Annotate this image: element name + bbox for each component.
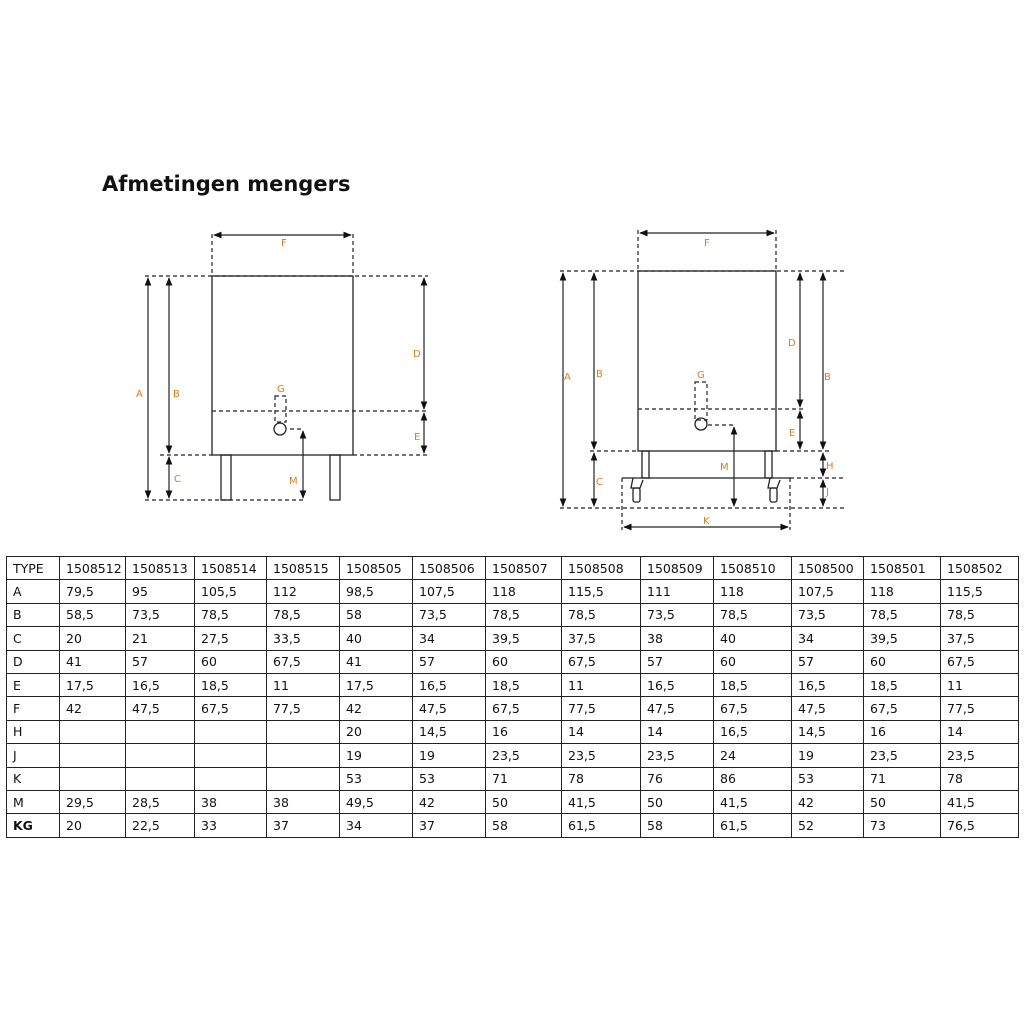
- label-M-left: M: [289, 476, 298, 487]
- table-cell: 71: [864, 767, 941, 790]
- table-cell: 40: [714, 627, 792, 650]
- table-cell: 50: [641, 790, 714, 813]
- table-cell: 20: [60, 814, 126, 837]
- table-cell: 61,5: [562, 814, 641, 837]
- caster-left: [631, 478, 643, 502]
- table-cell: 14: [562, 720, 641, 743]
- label-F-right: F: [704, 238, 710, 249]
- table-cell: 57: [126, 650, 195, 673]
- table-cell: 19: [413, 744, 486, 767]
- mixer-body-left: [212, 276, 353, 455]
- table-row: [7, 580, 1019, 603]
- row-label: A: [7, 580, 60, 603]
- table-cell: 78,5: [562, 603, 641, 626]
- table-cell: 11: [941, 673, 1019, 696]
- row-label: H: [7, 720, 60, 743]
- table-cell: 57: [641, 650, 714, 673]
- table-cell: 67,5: [267, 650, 340, 673]
- table-cell: 50: [486, 790, 562, 813]
- table-cell: 18,5: [195, 673, 267, 696]
- row-label: M: [7, 790, 60, 813]
- row-label: K: [7, 767, 60, 790]
- table-cell: 49,5: [340, 790, 413, 813]
- table-cell: 118: [714, 580, 792, 603]
- mixer-leg-left-right: [642, 451, 649, 478]
- row-label: B: [7, 603, 60, 626]
- table-cell: 23,5: [864, 744, 941, 767]
- row-label: C: [7, 627, 60, 650]
- table-cell: 78,5: [486, 603, 562, 626]
- table-cell: 107,5: [792, 580, 864, 603]
- table-cell: 53: [340, 767, 413, 790]
- column-header: 1508502: [941, 557, 1019, 580]
- label-G-left: G: [277, 384, 285, 395]
- table-cell: 14: [641, 720, 714, 743]
- table-cell: [267, 720, 340, 743]
- table-cell: 40: [340, 627, 413, 650]
- column-header: 1508513: [126, 557, 195, 580]
- column-header: 1508510: [714, 557, 792, 580]
- mixer-leg-left: [221, 455, 231, 500]
- label-C-left: C: [174, 474, 181, 485]
- table-cell: 16,5: [641, 673, 714, 696]
- table-cell: 73: [864, 814, 941, 837]
- table-cell: 18,5: [486, 673, 562, 696]
- table-cell: 38: [195, 790, 267, 813]
- column-header: 1508501: [864, 557, 941, 580]
- table-cell: 41: [340, 650, 413, 673]
- table-row: [7, 603, 1019, 626]
- table-cell: 73,5: [126, 603, 195, 626]
- table-cell: 34: [413, 627, 486, 650]
- table-cell: 71: [486, 767, 562, 790]
- table-cell: 77,5: [267, 697, 340, 720]
- caster-right: [768, 478, 780, 502]
- table-cell: 11: [562, 673, 641, 696]
- table-cell: 42: [792, 790, 864, 813]
- table-cell: 41: [60, 650, 126, 673]
- table-cell: [60, 720, 126, 743]
- table-cell: 16: [486, 720, 562, 743]
- mixer-drawing-left: [145, 234, 428, 500]
- table-cell: [126, 720, 195, 743]
- column-header: 1508507: [486, 557, 562, 580]
- table-cell: [126, 767, 195, 790]
- table-cell: 33,5: [267, 627, 340, 650]
- label-A-right: A: [564, 372, 571, 383]
- table-cell: 47,5: [641, 697, 714, 720]
- table-cell: 41,5: [562, 790, 641, 813]
- table-cell: 76,5: [941, 814, 1019, 837]
- table-cell: 61,5: [714, 814, 792, 837]
- table-cell: 18,5: [864, 673, 941, 696]
- table-cell: 23,5: [641, 744, 714, 767]
- label-B-outer-right: B: [824, 372, 831, 383]
- table-cell: 58: [641, 814, 714, 837]
- table-cell: 67,5: [941, 650, 1019, 673]
- column-header: 1508500: [792, 557, 864, 580]
- column-header: 1508505: [340, 557, 413, 580]
- table-row: [7, 744, 1019, 767]
- table-cell: 37: [267, 814, 340, 837]
- table-row: [7, 673, 1019, 696]
- table-cell: [195, 744, 267, 767]
- table-cell: [126, 744, 195, 767]
- table-cell: 28,5: [126, 790, 195, 813]
- table-cell: 58,5: [60, 603, 126, 626]
- table-cell: 14: [941, 720, 1019, 743]
- column-header: 1508514: [195, 557, 267, 580]
- label-E-left: E: [414, 432, 421, 443]
- table-cell: 78: [562, 767, 641, 790]
- table-cell: 67,5: [195, 697, 267, 720]
- table-cell: 34: [792, 627, 864, 650]
- table-cell: 79,5: [60, 580, 126, 603]
- table-cell: 14,5: [413, 720, 486, 743]
- table-cell: 105,5: [195, 580, 267, 603]
- table-header-type: TYPE: [7, 557, 60, 580]
- table-cell: 50: [864, 790, 941, 813]
- table-row: [7, 720, 1019, 743]
- label-B-inner-right: B: [596, 369, 603, 380]
- table-cell: 42: [60, 697, 126, 720]
- table-cell: 60: [864, 650, 941, 673]
- table-cell: 58: [486, 814, 562, 837]
- table-cell: 24: [714, 744, 792, 767]
- table-cell: 77,5: [941, 697, 1019, 720]
- row-label: F: [7, 697, 60, 720]
- table-cell: 73,5: [641, 603, 714, 626]
- label-F-left: F: [281, 238, 287, 249]
- table-cell: 67,5: [562, 650, 641, 673]
- label-G-right: G: [697, 370, 705, 381]
- label-C-right: C: [596, 477, 603, 488]
- table-cell: 20: [340, 720, 413, 743]
- table-row: [7, 697, 1019, 720]
- table-cell: 53: [413, 767, 486, 790]
- table-row: [7, 790, 1019, 813]
- table-cell: 19: [340, 744, 413, 767]
- table-cell: 33: [195, 814, 267, 837]
- table-cell: 47,5: [792, 697, 864, 720]
- column-header: 1508508: [562, 557, 641, 580]
- table-cell: 73,5: [413, 603, 486, 626]
- row-label: E: [7, 673, 60, 696]
- label-B-left: B: [173, 389, 180, 400]
- table-cell: [60, 744, 126, 767]
- table-cell: 73,5: [792, 603, 864, 626]
- table-cell: 78,5: [864, 603, 941, 626]
- table-cell: 17,5: [60, 673, 126, 696]
- table-row: [7, 814, 1019, 837]
- table-cell: 67,5: [486, 697, 562, 720]
- table-cell: 60: [195, 650, 267, 673]
- table-cell: 27,5: [195, 627, 267, 650]
- label-J-right: J: [826, 487, 829, 498]
- table-cell: [267, 767, 340, 790]
- table-cell: 41,5: [714, 790, 792, 813]
- table-cell: 111: [641, 580, 714, 603]
- label-H-right: H: [826, 461, 834, 472]
- table-cell: 95: [126, 580, 195, 603]
- column-header: 1508506: [413, 557, 486, 580]
- table-row: [7, 767, 1019, 790]
- page-title: Afmetingen mengers: [102, 172, 351, 196]
- table-cell: 23,5: [941, 744, 1019, 767]
- label-D-right: D: [788, 338, 796, 349]
- table-cell: 115,5: [562, 580, 641, 603]
- table-cell: 78,5: [941, 603, 1019, 626]
- table-cell: 18,5: [714, 673, 792, 696]
- table-cell: 112: [267, 580, 340, 603]
- label-E-right: E: [789, 428, 796, 439]
- table-cell: 118: [486, 580, 562, 603]
- table-row: [7, 627, 1019, 650]
- table-cell: [195, 767, 267, 790]
- table-cell: 17,5: [340, 673, 413, 696]
- table-cell: 16,5: [126, 673, 195, 696]
- column-header: 1508509: [641, 557, 714, 580]
- table-cell: 60: [486, 650, 562, 673]
- mixer-leg-right: [330, 455, 340, 500]
- table-cell: 78,5: [195, 603, 267, 626]
- table-cell: 16,5: [413, 673, 486, 696]
- table-cell: 67,5: [864, 697, 941, 720]
- column-header: 1508512: [60, 557, 126, 580]
- table-row: [7, 650, 1019, 673]
- label-K-right: K: [703, 516, 710, 527]
- table-cell: 16,5: [792, 673, 864, 696]
- table-cell: [195, 720, 267, 743]
- label-M-right: M: [720, 462, 729, 473]
- table-cell: 23,5: [562, 744, 641, 767]
- table-cell: 77,5: [562, 697, 641, 720]
- table-cell: 22,5: [126, 814, 195, 837]
- table-cell: 39,5: [486, 627, 562, 650]
- label-A-left: A: [136, 389, 143, 400]
- table-cell: [267, 744, 340, 767]
- table-cell: 37,5: [562, 627, 641, 650]
- table-cell: 52: [792, 814, 864, 837]
- table-cell: 86: [714, 767, 792, 790]
- table-cell: 11: [267, 673, 340, 696]
- table-cell: 107,5: [413, 580, 486, 603]
- table-cell: 16: [864, 720, 941, 743]
- row-label: J: [7, 744, 60, 767]
- table-cell: 76: [641, 767, 714, 790]
- table-cell: 20: [60, 627, 126, 650]
- table-cell: 37: [413, 814, 486, 837]
- table-cell: 98,5: [340, 580, 413, 603]
- table-cell: 67,5: [714, 697, 792, 720]
- table-cell: 57: [792, 650, 864, 673]
- table-cell: 38: [267, 790, 340, 813]
- table-cell: 58: [340, 603, 413, 626]
- table-cell: 78,5: [267, 603, 340, 626]
- table-cell: 16,5: [714, 720, 792, 743]
- table-cell: 42: [413, 790, 486, 813]
- column-header: 1508515: [267, 557, 340, 580]
- table-cell: [60, 767, 126, 790]
- dimensions-table: [6, 556, 1019, 838]
- table-cell: 78: [941, 767, 1019, 790]
- table-cell: 41,5: [941, 790, 1019, 813]
- table-cell: 115,5: [941, 580, 1019, 603]
- table-cell: 60: [714, 650, 792, 673]
- table-cell: 29,5: [60, 790, 126, 813]
- table-cell: 19: [792, 744, 864, 767]
- table-cell: 38: [641, 627, 714, 650]
- table-cell: 42: [340, 697, 413, 720]
- row-label: D: [7, 650, 60, 673]
- table-cell: 53: [792, 767, 864, 790]
- table-cell: 14,5: [792, 720, 864, 743]
- mixer-leg-right-right: [765, 451, 772, 478]
- row-label: KG: [7, 814, 60, 837]
- table-cell: 39,5: [864, 627, 941, 650]
- table-cell: 47,5: [126, 697, 195, 720]
- table-cell: 57: [413, 650, 486, 673]
- table-header-row: [7, 557, 1019, 580]
- table-cell: 37,5: [941, 627, 1019, 650]
- label-D-left: D: [413, 349, 421, 360]
- table-cell: 34: [340, 814, 413, 837]
- table-cell: 78,5: [714, 603, 792, 626]
- table-cell: 21: [126, 627, 195, 650]
- table-cell: 47,5: [413, 697, 486, 720]
- table-cell: 23,5: [486, 744, 562, 767]
- table-cell: 118: [864, 580, 941, 603]
